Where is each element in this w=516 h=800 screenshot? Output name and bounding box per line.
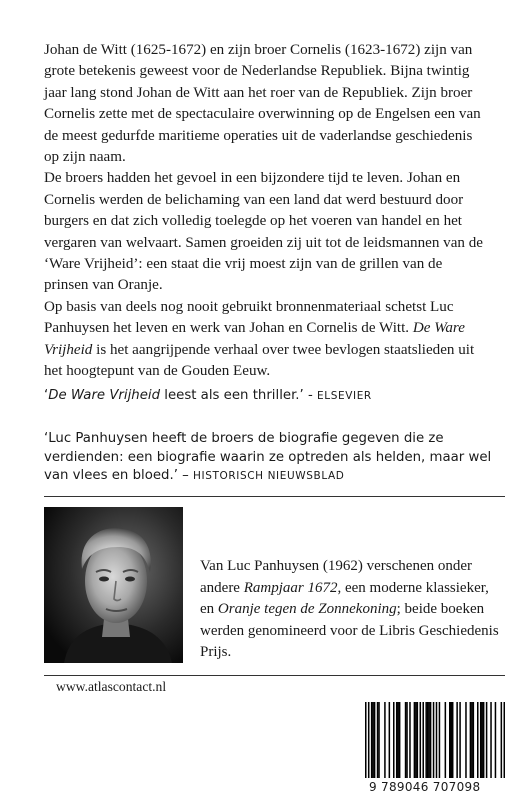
barcode-bar	[422, 702, 424, 778]
review-quote-historisch-nieuwsblad	[44, 430, 492, 486]
barcode-bar	[420, 702, 422, 778]
barcode-bar	[414, 702, 416, 778]
quote1-source: ELSEVIER	[317, 390, 372, 402]
barcode-bar	[406, 702, 408, 778]
barcode-bar	[477, 702, 479, 778]
barcode-bar	[486, 702, 488, 778]
bio-text-2: , een moderne klassieker, en	[200, 579, 489, 617]
barcode-bar	[439, 702, 441, 778]
barcode-bar	[445, 702, 447, 778]
barcode-bar	[405, 702, 407, 778]
barcode-bar	[397, 702, 399, 778]
barcode-bar	[495, 702, 497, 778]
barcode-bar	[470, 702, 472, 778]
bio-text-3: ; beide boeken werden genomineerd voor de Libris Geschiedenis Prijs.	[200, 601, 499, 660]
author-bio	[200, 556, 500, 664]
isbn-barcode	[365, 702, 505, 778]
isbn-number: 9 789046 707098	[369, 780, 481, 794]
barcode-bar	[433, 702, 435, 778]
quote1-open: ‘	[44, 388, 49, 403]
barcode-bar	[396, 702, 398, 778]
barcode-bar	[483, 702, 485, 778]
barcode-bar	[389, 702, 391, 778]
barcode-bar	[399, 702, 401, 778]
barcode-bar	[501, 702, 503, 778]
barcode-bar	[425, 702, 427, 778]
barcode-bar	[430, 702, 432, 778]
barcode-bar	[415, 702, 417, 778]
divider-bottom	[44, 675, 505, 676]
barcode-bar	[456, 702, 458, 778]
quote1-text: leest als een thriller.’	[160, 388, 304, 403]
barcode-bar	[365, 702, 367, 778]
blurb-paragraph-2: De broers hadden het gevoel in een bijzondere tijd te leven. Johan en Cornelis werden de belichaming van een land dat werd bestuurd door burgers en dat zich volledig toelegde op het voeren van handel en het vergaren van welvaart. Samen groeiden zij uit tot de leidsmannen van de ‘Ware Vrijheid’: een staat die vrij moest zijn van de grillen van de prinsen van Oranje.	[44, 170, 483, 294]
quote2-text: ‘Luc Panhuysen heeft de broers de biografie gegeven die ze verdienden: een biografie waarin ze optreden als helden, maar wel van vlees en bloed.’	[44, 431, 492, 483]
barcode-bar	[427, 702, 429, 778]
blurb-p3-start: Op basis van deels nog nooit gebruikt bronnenmateriaal schetst Luc Panhuysen het leven en werk van Johan en Cornelis de Witt.	[44, 298, 454, 337]
barcode-bar	[372, 702, 374, 778]
barcode-bar	[377, 702, 379, 778]
blurb-p3-title: De Ware Vrijheid	[44, 320, 465, 358]
barcode-bar	[393, 702, 395, 778]
barcode-bar	[490, 702, 492, 778]
barcode-bar	[452, 702, 454, 778]
barcode-bar	[368, 702, 370, 778]
barcode-bar	[480, 702, 482, 778]
back-cover-blurb	[44, 40, 484, 383]
divider-top	[44, 496, 505, 497]
bio-book-2: Oranje tegen de Zonnekoning	[217, 601, 397, 617]
barcode-bar	[428, 702, 430, 778]
barcode-bar	[449, 702, 451, 778]
bio-book-1: Rampjaar 1672	[243, 579, 338, 596]
quote2-source: HISTORISCH NIEUWSBLAD	[193, 470, 345, 482]
quote1-dash: -	[303, 388, 318, 403]
barcode-bar	[436, 702, 438, 778]
barcode-bar	[384, 702, 386, 778]
bio-text-1: Van Luc Panhuysen (1962) verschenen onder andere	[200, 558, 472, 596]
blurb-paragraph-3	[44, 297, 484, 383]
barcode-bar	[450, 702, 452, 778]
barcode-bar	[465, 702, 467, 778]
barcode-bar	[374, 702, 376, 778]
barcode-bar	[471, 702, 473, 778]
blurb-paragraph-1: Johan de Witt (1625-1672) en zijn broer Cornelis (1623-1672) zijn van grote betekenis geweest voor de Nederlandse Republiek. Bijna twintig jaar lang stond Johan de Witt aan het roer van de Republiek. Zijn broer Cornelis zette met de spectaculaire overwinning op de Engelsen een van de meest gedurfde maritieme operaties uit de vaderlandse geschiedenis op zijn naam.	[44, 42, 481, 166]
quote1-title: De Ware Vrijheid	[48, 388, 161, 403]
author-photo	[44, 507, 183, 663]
barcode-bar	[409, 702, 411, 778]
blurb-p3-end: is het aangrijpende verhaal over twee bevlogen staatslieden uit het hoogtepunt van de Gouden Eeuw.	[44, 341, 475, 380]
quote2-dash: –	[177, 468, 194, 483]
barcode-bar	[371, 702, 373, 778]
review-quote-elsevier	[44, 387, 484, 405]
barcode-bar	[481, 702, 483, 778]
barcode-bar	[459, 702, 461, 778]
barcode-bar	[473, 702, 475, 778]
barcode-bar	[417, 702, 419, 778]
barcode-bar	[378, 702, 380, 778]
publisher-website: www.atlascontact.nl	[56, 679, 167, 694]
author-portrait-illustration	[44, 507, 183, 663]
barcode-bar	[504, 702, 505, 778]
